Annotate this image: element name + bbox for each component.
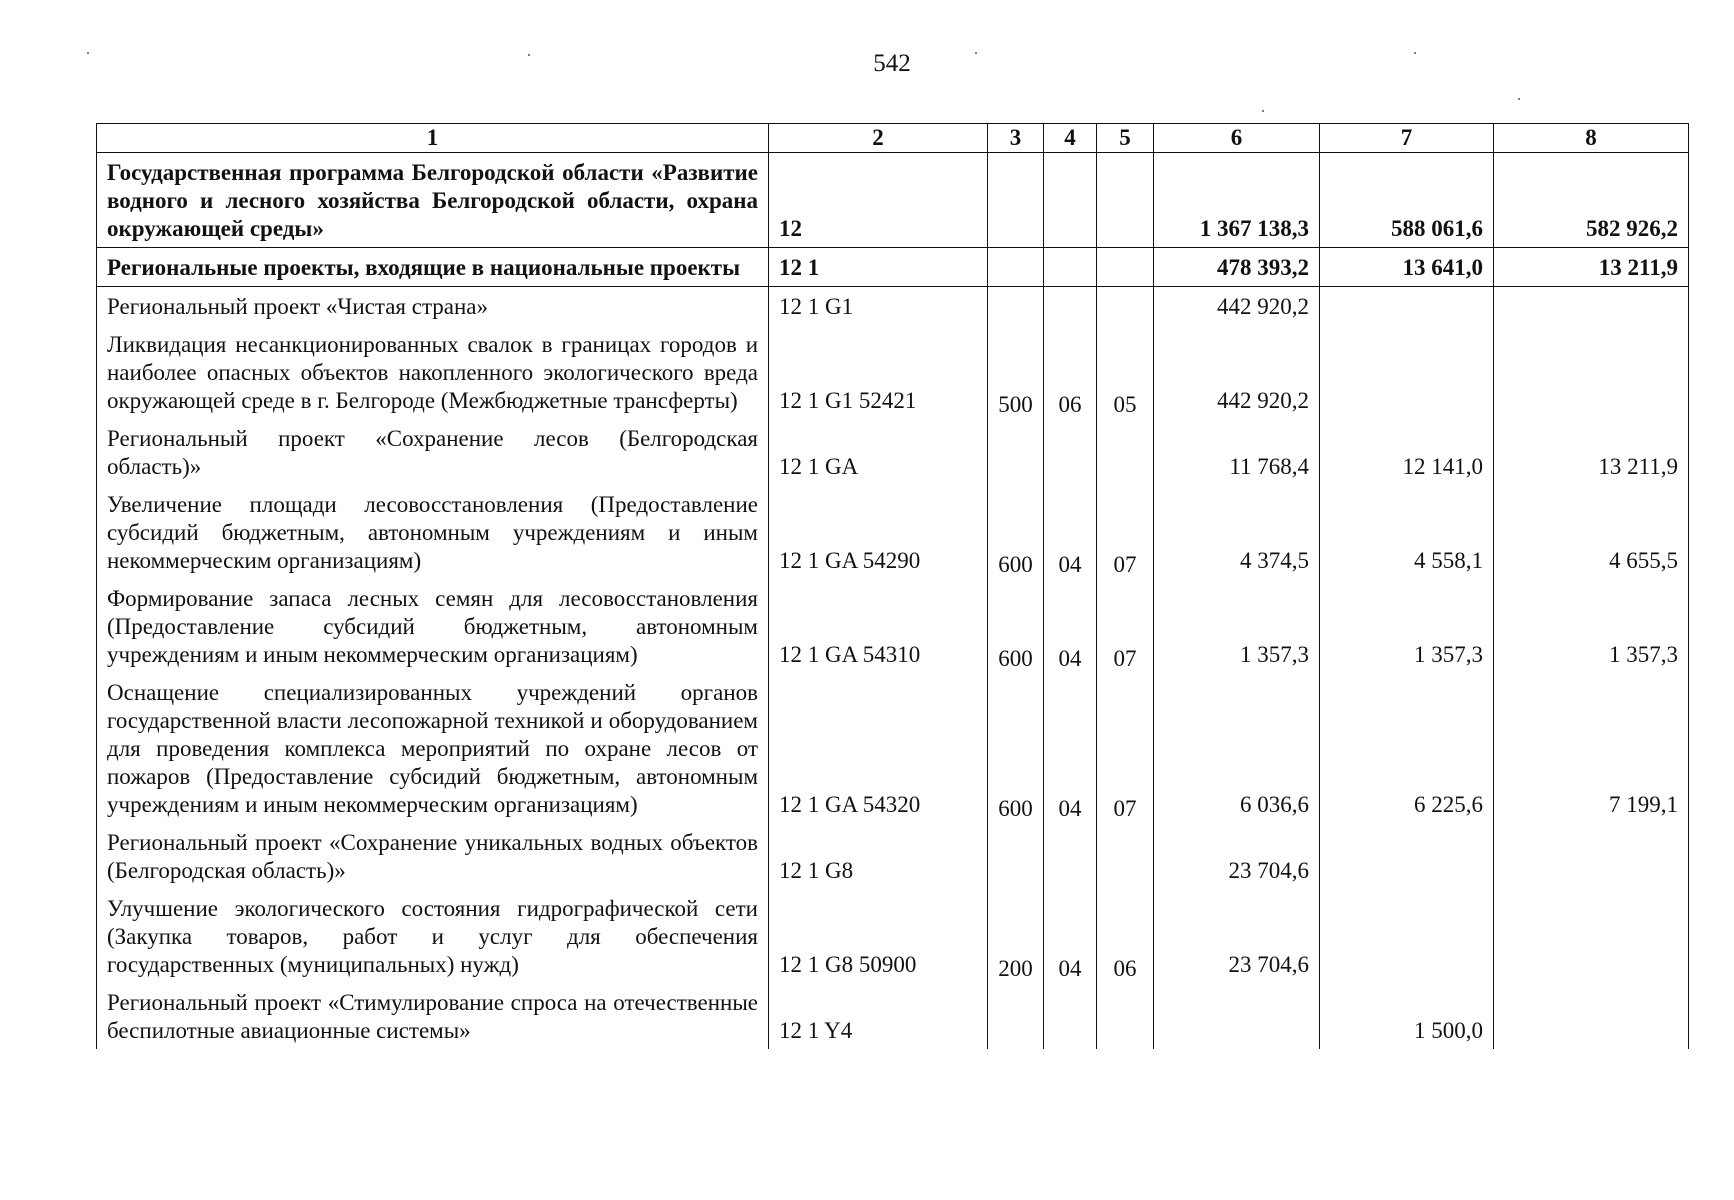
row-col5 <box>1097 419 1154 485</box>
row-col3 <box>988 248 1044 287</box>
row-col5: 07 <box>1097 485 1154 579</box>
row-amount-6: 1 367 138,3 <box>1154 153 1320 248</box>
row-col4: 04 <box>1044 889 1097 983</box>
row-amount-7 <box>1320 889 1494 983</box>
column-header: 7 <box>1320 124 1494 153</box>
row-amount-6: 478 393,2 <box>1154 248 1320 287</box>
row-col4: 04 <box>1044 485 1097 579</box>
row-col4 <box>1044 823 1097 889</box>
row-col4 <box>1044 983 1097 1049</box>
row-amount-7: 13 641,0 <box>1320 248 1494 287</box>
row-amount-6: 23 704,6 <box>1154 823 1320 889</box>
row-code: 12 1 GA 54290 <box>769 485 988 579</box>
column-header: 3 <box>988 124 1044 153</box>
row-col5: 07 <box>1097 673 1154 823</box>
row-description: Увеличение площади лесовосстановления (Предоставление субсидий бюджетным, автономным учреждениям и иным некоммерческим организациям) <box>97 485 769 579</box>
row-col3 <box>988 983 1044 1049</box>
row-amount-8: 1 357,3 <box>1494 579 1689 673</box>
table-header-row <box>97 124 1689 153</box>
column-header: 4 <box>1044 124 1097 153</box>
row-code: 12 1 G1 <box>769 287 988 326</box>
row-amount-6: 442 920,2 <box>1154 325 1320 419</box>
row-col4: 04 <box>1044 673 1097 823</box>
row-col4 <box>1044 287 1097 326</box>
column-header: 8 <box>1494 124 1689 153</box>
scan-speck <box>87 52 89 54</box>
row-col4: 04 <box>1044 579 1097 673</box>
row-amount-8 <box>1494 983 1689 1049</box>
row-description: Региональный проект «Стимулирование спроса на отечественные беспилотные авиационные системы» <box>97 983 769 1049</box>
row-code: 12 1 G8 <box>769 823 988 889</box>
row-col5: 05 <box>1097 325 1154 419</box>
row-amount-7: 12 141,0 <box>1320 419 1494 485</box>
row-col3: 600 <box>988 579 1044 673</box>
row-col3: 200 <box>988 889 1044 983</box>
table-row <box>97 153 1689 248</box>
table-row <box>97 419 1689 485</box>
row-col4 <box>1044 419 1097 485</box>
row-amount-7: 4 558,1 <box>1320 485 1494 579</box>
row-amount-6: 4 374,5 <box>1154 485 1320 579</box>
row-amount-7: 1 357,3 <box>1320 579 1494 673</box>
row-amount-6 <box>1154 983 1320 1049</box>
row-code: 12 <box>769 153 988 248</box>
row-amount-8: 13 211,9 <box>1494 248 1689 287</box>
row-amount-8: 13 211,9 <box>1494 419 1689 485</box>
row-amount-7 <box>1320 325 1494 419</box>
row-col5: 06 <box>1097 889 1154 983</box>
row-amount-7: 1 500,0 <box>1320 983 1494 1049</box>
row-code: 12 1 GA 54320 <box>769 673 988 823</box>
column-header: 5 <box>1097 124 1154 153</box>
row-col3 <box>988 823 1044 889</box>
row-amount-6: 442 920,2 <box>1154 287 1320 326</box>
column-header: 6 <box>1154 124 1320 153</box>
row-col4 <box>1044 153 1097 248</box>
scan-speck <box>975 52 977 54</box>
row-col5 <box>1097 248 1154 287</box>
table-row <box>97 325 1689 419</box>
scan-speck <box>1262 110 1264 112</box>
row-description: Региональный проект «Сохранение лесов (Белгородская область)» <box>97 419 769 485</box>
row-col3 <box>988 287 1044 326</box>
row-amount-8 <box>1494 823 1689 889</box>
row-col3 <box>988 419 1044 485</box>
table-row <box>97 823 1689 889</box>
row-code: 12 1 G1 52421 <box>769 325 988 419</box>
table-row <box>97 889 1689 983</box>
row-amount-7: 588 061,6 <box>1320 153 1494 248</box>
row-amount-8: 582 926,2 <box>1494 153 1689 248</box>
row-description: Региональный проект «Сохранение уникальных водных объектов (Белгородская область)» <box>97 823 769 889</box>
row-amount-8 <box>1494 287 1689 326</box>
row-amount-6: 6 036,6 <box>1154 673 1320 823</box>
row-code: 12 1 GA 54310 <box>769 579 988 673</box>
row-col5 <box>1097 287 1154 326</box>
row-amount-8: 4 655,5 <box>1494 485 1689 579</box>
row-code: 12 1 G8 50900 <box>769 889 988 983</box>
scan-speck <box>528 54 530 56</box>
row-col4 <box>1044 248 1097 287</box>
scan-speck <box>1518 98 1520 100</box>
scan-speck <box>1414 52 1416 54</box>
row-amount-6: 23 704,6 <box>1154 889 1320 983</box>
row-amount-8 <box>1494 325 1689 419</box>
row-col5 <box>1097 983 1154 1049</box>
row-description: Оснащение специализированных учреждений органов государственной власти лесопожарной техникой и оборудованием для проведения комплекса мероприятий по охране лесов от пожаров (Предоставление субсидий бюджетным, автономным учреждениям и иным некоммерческим организациям) <box>97 673 769 823</box>
row-description: Формирование запаса лесных семян для лесовосстановления (Предоставление субсидий бюджетным, автономным учреждениям и иным некоммерческим организациям) <box>97 579 769 673</box>
row-col4: 06 <box>1044 325 1097 419</box>
row-col3: 600 <box>988 673 1044 823</box>
column-header: 2 <box>769 124 988 153</box>
row-col3: 500 <box>988 325 1044 419</box>
table-row <box>97 983 1689 1049</box>
row-amount-7 <box>1320 287 1494 326</box>
row-col5 <box>1097 153 1154 248</box>
row-description: Улучшение экологического состояния гидрографической сети (Закупка товаров, работ и услуг для обеспечения государственных (муниципальных) нужд) <box>97 889 769 983</box>
budget-table <box>96 123 1689 1049</box>
row-col3 <box>988 153 1044 248</box>
row-code: 12 1 GA <box>769 419 988 485</box>
table-row <box>97 673 1689 823</box>
row-amount-6: 11 768,4 <box>1154 419 1320 485</box>
table-row <box>97 485 1689 579</box>
row-description: Региональный проект «Чистая страна» <box>97 287 769 326</box>
row-col5: 07 <box>1097 579 1154 673</box>
page-number: 542 <box>873 50 911 77</box>
row-description: Государственная программа Белгородской области «Развитие водного и лесного хозяйства Белгородской области, охрана окружающей среды» <box>97 153 769 248</box>
row-code: 12 1 <box>769 248 988 287</box>
row-amount-7 <box>1320 823 1494 889</box>
table-row <box>97 579 1689 673</box>
row-amount-8: 7 199,1 <box>1494 673 1689 823</box>
column-header: 1 <box>97 124 769 153</box>
row-amount-6: 1 357,3 <box>1154 579 1320 673</box>
row-description: Ликвидация несанкционированных свалок в границах городов и наиболее опасных объектов накопленного экологического вреда окружающей среде в г. Белгороде (Межбюджетные трансферты) <box>97 325 769 419</box>
row-col3: 600 <box>988 485 1044 579</box>
row-amount-7: 6 225,6 <box>1320 673 1494 823</box>
table-row <box>97 287 1689 326</box>
row-code: 12 1 Y4 <box>769 983 988 1049</box>
row-col5 <box>1097 823 1154 889</box>
row-amount-8 <box>1494 889 1689 983</box>
row-description: Региональные проекты, входящие в национальные проекты <box>97 248 769 287</box>
table-row <box>97 248 1689 287</box>
